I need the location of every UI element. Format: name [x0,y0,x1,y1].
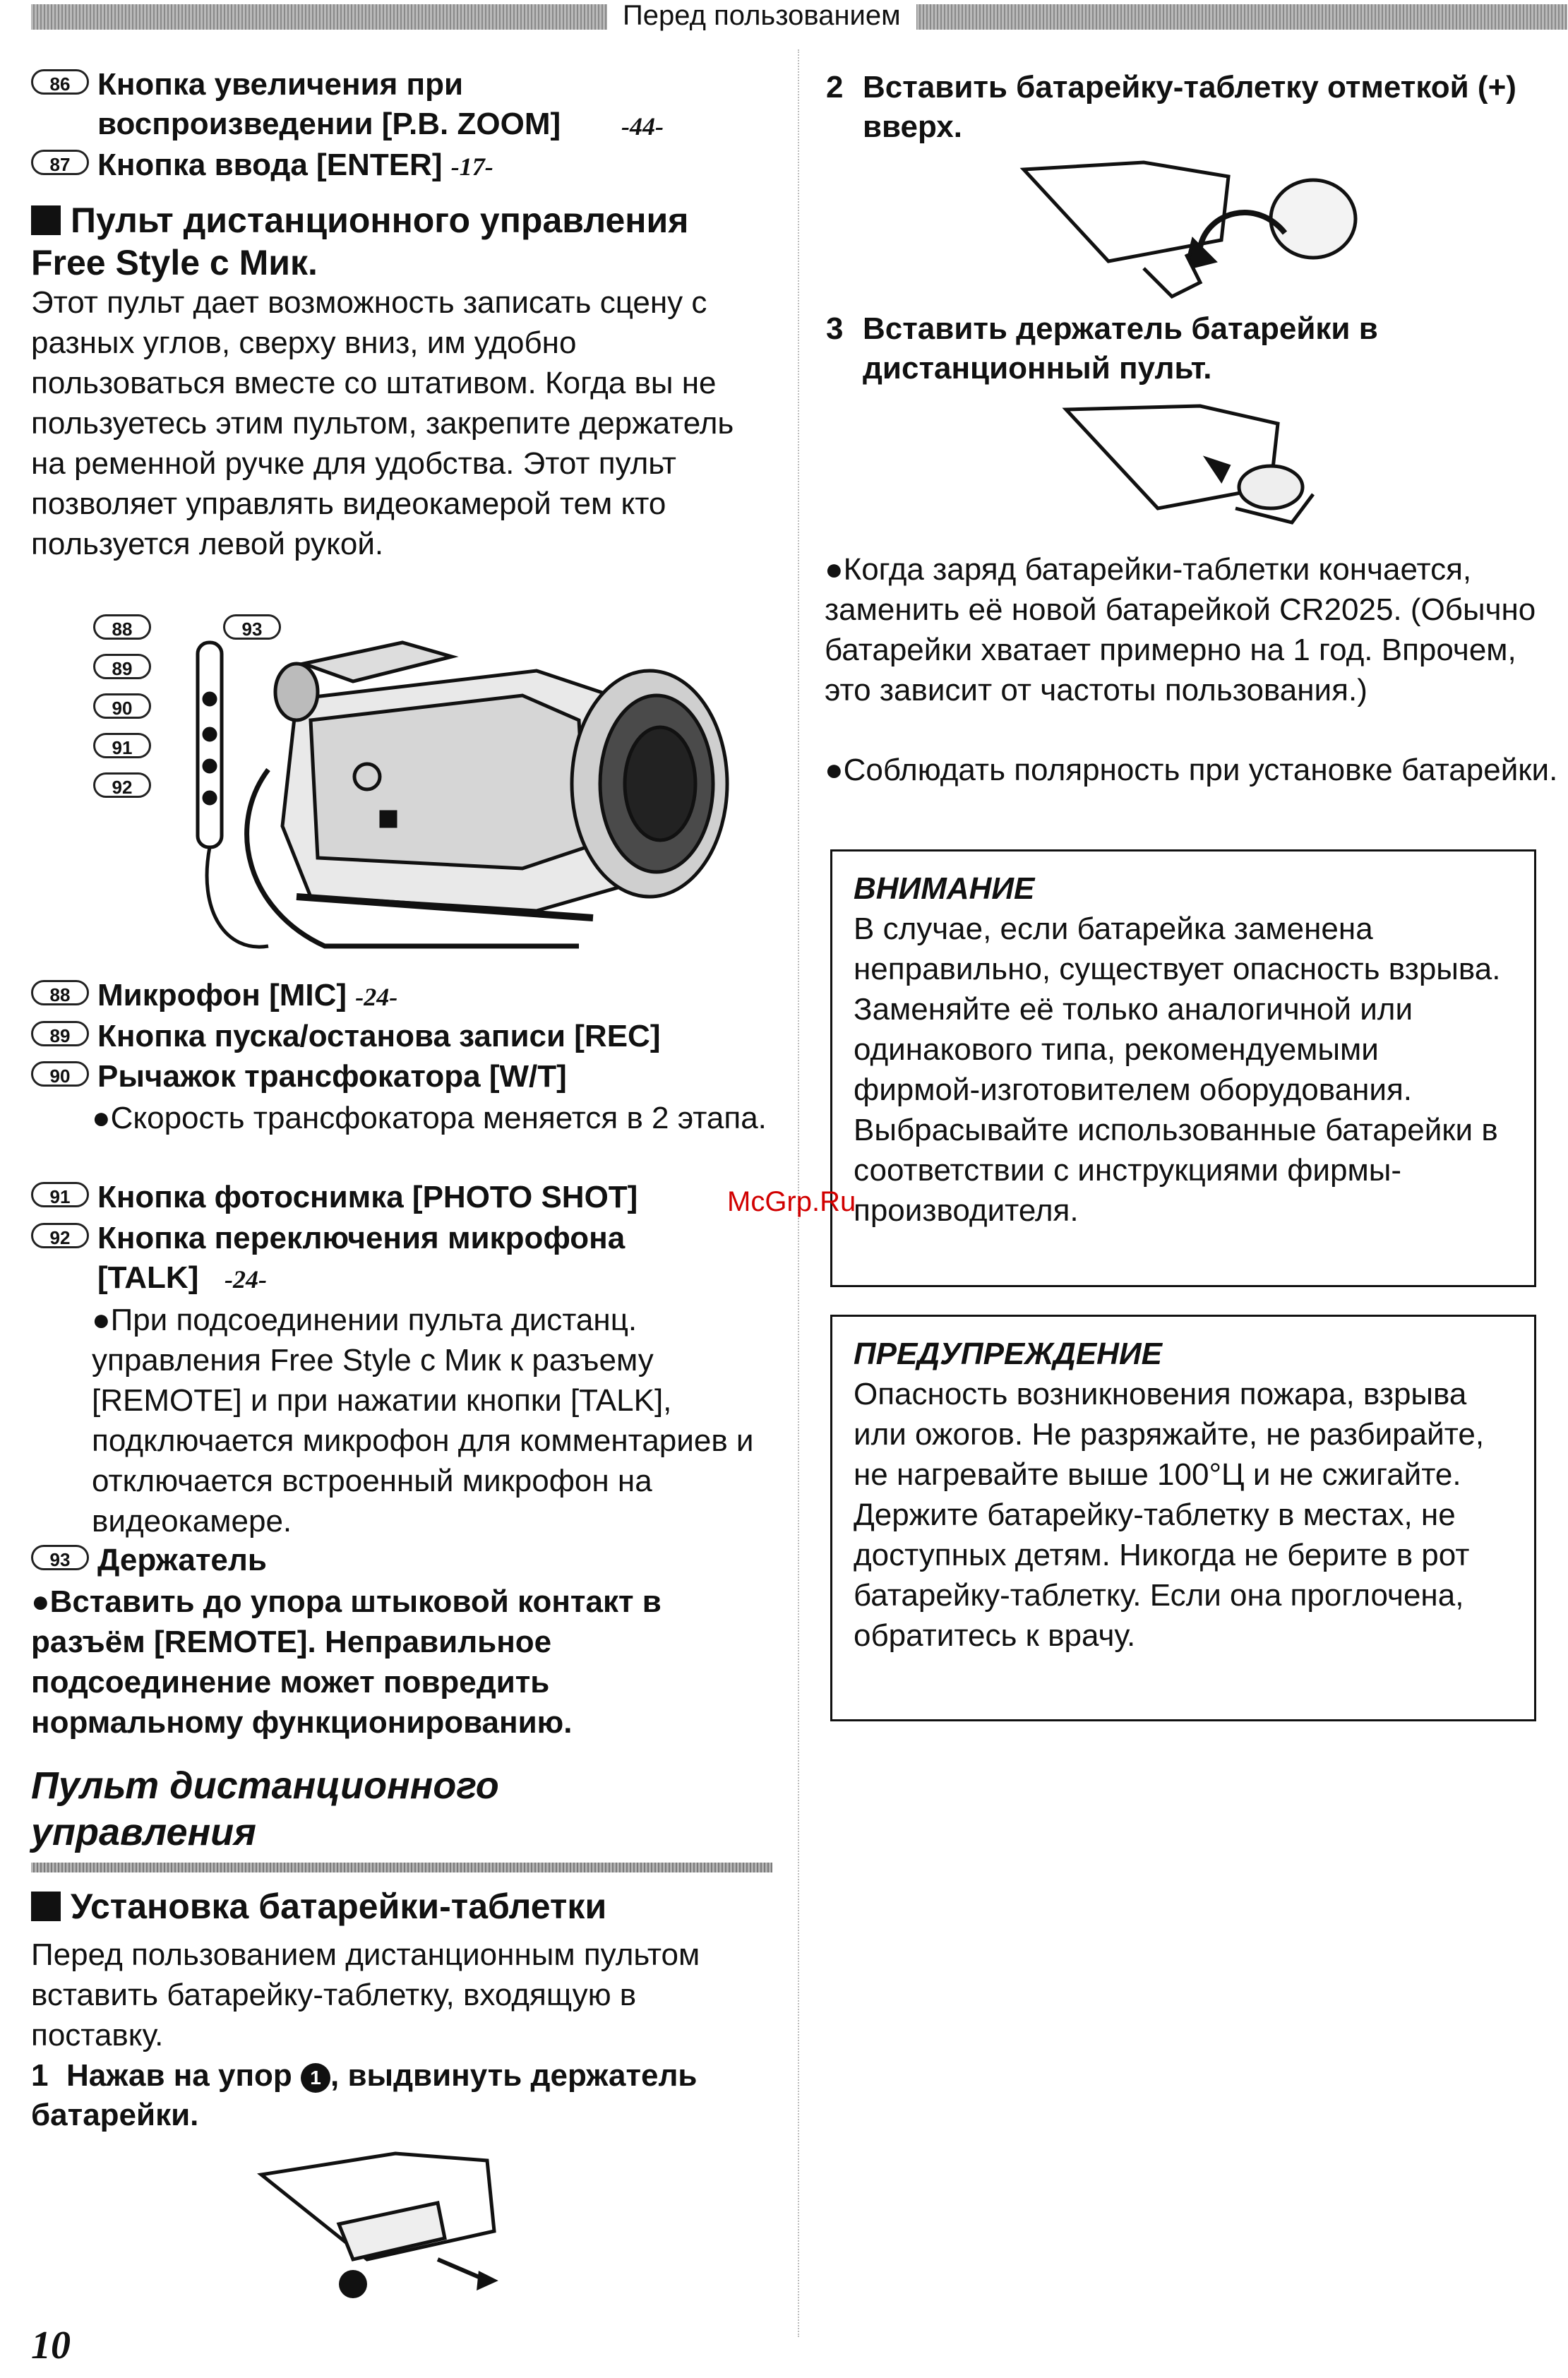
warning-title: ПРЕДУПРЕЖДЕНИЕ [854,1337,1162,1371]
warning-box [830,1315,1536,1721]
item-92-ref: -24- [225,1265,267,1293]
caution-box [830,849,1536,1287]
item-86-text: Кнопка увеличения при воспроизведении [P.B. ZOOM] [97,67,561,141]
pointer-marker-1-icon [339,2270,367,2298]
page-header-title: Перед пользованием [607,0,916,31]
callout-87: 87 [31,150,89,175]
callout-90: 90 [93,693,151,719]
item-89: 89 Кнопка пуска/останова записи [REC] [31,1017,794,1056]
heading-battery-install: Установка батарейки-таблетки [31,1885,772,1928]
item-93: 93 Держатель [31,1541,794,1580]
watermark: McGrp.Ru [727,1186,856,1217]
marker-1-icon: 1 [301,2063,330,2093]
battery-holder-insert-illustration [1059,402,1341,544]
bold-note-remote: ●Вставить до упора штыковой контакт в разъём [REMOTE]. Неправильное подсоединение может повредить нормальному функционированию. [31,1584,662,1740]
caution-text: В случае, если батарейка заменена неправильно, существует опасность взрыва. Заменяйте её только аналогичной или одинакового типа, рекомендуемыми фирмой-изготовителем оборудования. Выбрасывайте использованные батарейки в соответствии с инструкциями фирмы-производителя. [854,912,1501,1228]
intro-paragraph: Этот пульт дает возможность записать сцену с разных углов, сверху вниз, им удобно пользоваться вместе со штативом. Когда вы не пользуетесь этим пультом, закрепите держатель на ременной ручке для удобства. Этот пульт позволяет управлять видеокамерой тем кто пользуется левой рукой. [31,285,734,561]
callout-89: 89 [93,654,151,679]
heading-free-style-remote: Пульт дистанционного управления Free Style с Мик. [31,201,689,282]
callout-92: 92 [93,772,151,798]
item-92: 92 Кнопка переключения микрофона [TALK] [31,1219,794,1298]
item-91: 91 Кнопка фотоснимка [PHOTO SHOT] [31,1178,794,1217]
battery-intro: Перед пользованием дистанционным пультом вставить батарейку-таблетку, входящую в поставку. [31,1937,700,2053]
warning-text: Опасность возникновения пожара, взрыва или ожогов. Не разряжайте, не разбирайте, не нагревайте выше 100°Ц и не сжигайте. Держите батарейку-таблетку в местах, не доступных детям. Никогда не берите в рот батарейку-таблетку. Если она проглочена, обратитесь к врачу. [854,1377,1485,1653]
battery-holder-eject-illustration [254,2146,508,2302]
battery-insert-illustration [1017,155,1370,311]
item-86-ref: -44- [621,112,664,141]
item-88: 88 Микрофон [MIC] -24- [31,976,794,1017]
section-title-remote: Пульт дистанционного управления [31,1764,499,1853]
bullet-battery-replace: ●Когда заряд батарейки-таблетки кончается, заменить её новой батарейкой CR2025. (Обычно батарейки хватает примерно на 1 год. Впрочем, это зависит от частоты пользования.) [825,552,1536,707]
step-3: 3 Вставить держатель батарейки в дистанционный пульт. [826,311,1378,386]
item-87-text: Кнопка ввода [ENTER] [97,148,443,182]
item-90: 90 Рычажок трансфокатора [W/T] [31,1057,794,1097]
step-1-number: 1 [31,2058,49,2093]
note-92: ●При подсоединении пульта дистанц. управления Free Style с Мик к разъему [REMOTE] и при нажатии кнопки [TALK], подключается микрофон для комментариев и отключается встроенный микрофон на видеокамере. [92,1303,754,1538]
heading-square-icon [31,205,61,235]
section-divider-bar [31,1863,772,1872]
bullet-polarity: ●Соблюдать полярность при установке батарейки. [825,753,1558,787]
item-87-ref: -17- [450,153,493,181]
step-1: 1 Нажав на упор 1 , выдвинуть держатель батарейки. [31,2056,779,2135]
page-number: 10 [31,2324,71,2367]
callout-91: 91 [93,733,151,758]
note-90: ●Скорость трансфокатора меняется в 2 этапа. [92,1101,767,1135]
callout-93: 93 [223,614,281,640]
callout-88: 88 [93,614,151,640]
step-2: 2 Вставить батарейку-таблетку отметкой (+) вверх. [826,70,1516,144]
caution-title: ВНИМАНИЕ [854,871,1035,906]
item-87 [31,145,772,186]
callout-86: 86 [31,69,89,95]
camcorder-illustration [85,614,734,967]
heading-square-icon [31,1892,61,1921]
